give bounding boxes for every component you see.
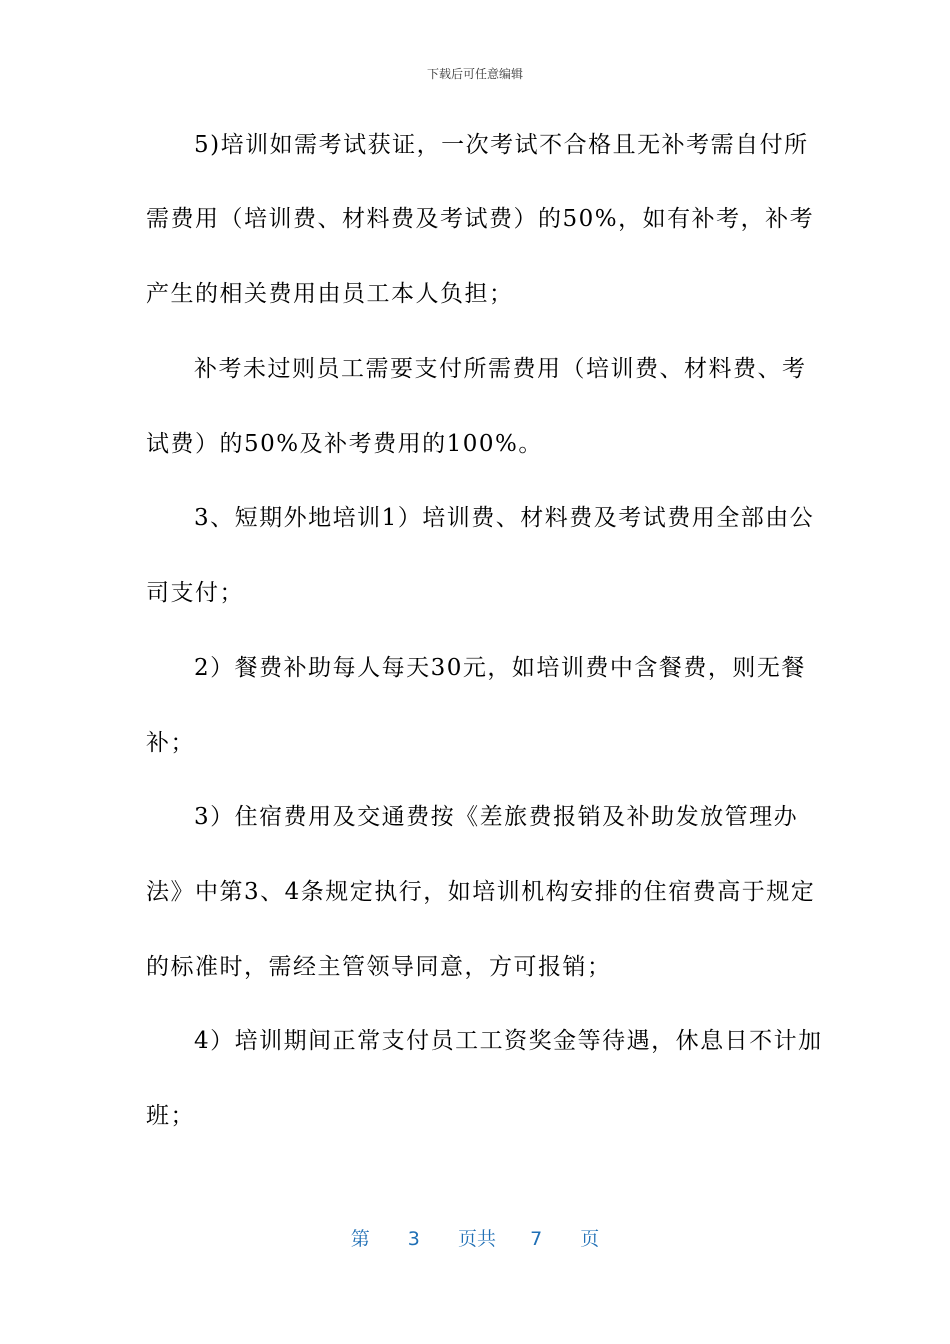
text-line: 2）餐费补助每人每天30元，如培训费中含餐费，则无餐 bbox=[194, 655, 806, 681]
text-line: 3）住宿费用及交通费按《差旅费报销及补助发放管理办 bbox=[194, 804, 799, 830]
text-line: 补； bbox=[146, 730, 195, 756]
text-line: 3、短期外地培训1）培训费、材料费及考试费用全部由公 bbox=[194, 505, 815, 531]
text-line: 4）培训期间正常支付员工工资奖金等待遇，休息日不计加 bbox=[194, 1028, 823, 1054]
text-line: 班； bbox=[146, 1103, 195, 1129]
current-page-number: 3 bbox=[407, 1228, 420, 1250]
text-line: 产生的相关费用由员工本人负担； bbox=[146, 281, 514, 307]
footer-prefix: 第 bbox=[350, 1228, 370, 1250]
text-line: 需费用（培训费、材料费及考试费）的50%，如有补考，补考 bbox=[146, 206, 815, 232]
footer-suffix: 页 bbox=[580, 1228, 600, 1250]
text-line: 的标准时，需经主管领导同意，方可报销； bbox=[146, 954, 612, 980]
page-header: 下载后可任意编辑 bbox=[426, 67, 523, 81]
page-footer bbox=[0, 1226, 950, 1252]
text-line: 5)培训如需考试获证，一次考试不合格且无补考需自付所 bbox=[194, 132, 809, 158]
text-line: 司支付； bbox=[146, 580, 244, 606]
total-pages-number: 7 bbox=[530, 1228, 543, 1250]
text-line: 法》中第3、4条规定执行，如培训机构安排的住宿费高于规定 bbox=[146, 879, 816, 905]
text-line: 试费）的50%及补考费用的100%。 bbox=[146, 431, 543, 457]
text-line: 补考未过则员工需要支付所需费用（培训费、材料费、考 bbox=[194, 356, 807, 382]
footer-middle: 页共 bbox=[457, 1228, 496, 1250]
